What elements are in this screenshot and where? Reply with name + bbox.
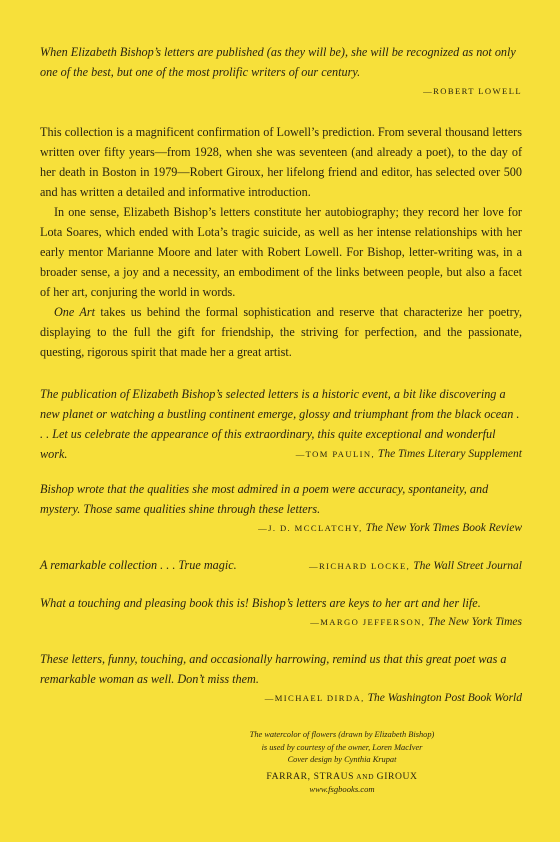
lowell-quote: When Elizabeth Bishop’s letters are published (as they will be), she will be recognized as not only one of the best, but one of the most prolific writers of our century.	[40, 45, 516, 79]
review-publication: The Wall Street Journal	[413, 560, 522, 572]
reviewer-name: —MICHAEL DIRDA,	[264, 693, 365, 703]
review-attribution-locke	[309, 555, 522, 576]
reviewer-name: —RICHARD LOCKE,	[309, 561, 411, 571]
credit-owner: is used by courtesy of the owner, Loren MacIver	[261, 742, 423, 752]
review-quote-paulin: The publication of Elizabeth Bishop’s selected letters is a historic event, a bit like discovering a new planet or watching a bustling continent emerge, glossy and triumphant from the black ocean . . . Let us celebrate the appearance of this extraordinary, this quite exceptional and wonderful work.	[40, 387, 520, 461]
review-attribution-paulin	[40, 445, 522, 463]
publisher-name-part: FARRAR, STRAUS	[266, 770, 355, 782]
description-paragraph-1: This collection is a magnificent confirmation of Lowell’s prediction. From several thousand letters written over fifty years—from 1928, when she was seventeen (and already a poet), to the day of her death in Boston in 1979—Robert Giroux, her lifelong friend and editor, has selected over 500 and has written a detailed and informative introduction.	[40, 125, 522, 199]
lowell-name: —ROBERT LOWELL	[423, 86, 522, 96]
reviewer-name: —MARGO JEFFERSON,	[310, 617, 426, 627]
lowell-attribution	[40, 82, 522, 100]
review-publication: The Washington Post Book World	[367, 692, 522, 704]
publisher-name-and: AND	[354, 771, 377, 781]
credit-watercolor: The watercolor of flowers (drawn by Elizabeth Bishop)	[249, 730, 435, 739]
cover-credits	[242, 729, 442, 794]
review-quote-locke	[40, 555, 522, 575]
review-quote-dirda: These letters, funny, touching, and occasionally harrowing, remind us that this great poet was a remarkable woman as well. Don’t miss them.	[40, 652, 507, 686]
publisher-website[interactable]: www.fsgbooks.com	[309, 783, 375, 794]
book-title: One Art	[54, 305, 95, 319]
review-quote-jefferson: What a touching and pleasing book this is! Bishop’s letters are keys to her art and her life.	[40, 596, 481, 610]
publisher-name	[242, 771, 442, 782]
credit-design: Cover design by Cynthia Krupat	[287, 755, 397, 764]
review-publication: The Times Literary Supplement	[377, 448, 522, 460]
review-quote-mcclatchy: Bishop wrote that the qualities she most admired in a poem were accuracy, spontaneity, and mystery. Those same qualities shine through these letters.	[40, 482, 489, 516]
review-publication: The New York Times Book Review	[365, 522, 522, 534]
description-paragraph-3-text: takes us behind the formal sophistication and reserve that characterize her poetry, displaying to the full the gift for friendship, the striving for perfection, and the passionate, questing, rigorous spirit that made her a great artist.	[40, 305, 522, 359]
review-attribution-dirda	[40, 689, 522, 707]
description-paragraph-3	[40, 302, 522, 362]
review-attribution-mcclatchy	[40, 519, 522, 537]
review-publication: The New York Times	[428, 616, 522, 628]
reviewer-name: —J. D. MCCLATCHY,	[258, 523, 363, 533]
review-text: A remarkable collection . . . True magic.	[40, 558, 237, 572]
review-attribution-jefferson	[40, 613, 522, 631]
description-paragraph-2: In one sense, Elizabeth Bishop’s letters constitute her autobiography; they record her love for Lota Soares, which ended with Lota’s tragic suicide, as well as her intense relationships with her early mentor Marianne Moore and later with Robert Lowell. For Bishop, letter-writing was, in a broader sense, a joy and a necessity, an embodiment of the links between people, but also a facet of her art, conjuring the world in words.	[40, 205, 522, 299]
back-cover	[0, 42, 560, 842]
reviewer-name: —TOM PAULIN,	[295, 449, 376, 459]
publisher-name-part: GIROUX	[376, 770, 418, 782]
